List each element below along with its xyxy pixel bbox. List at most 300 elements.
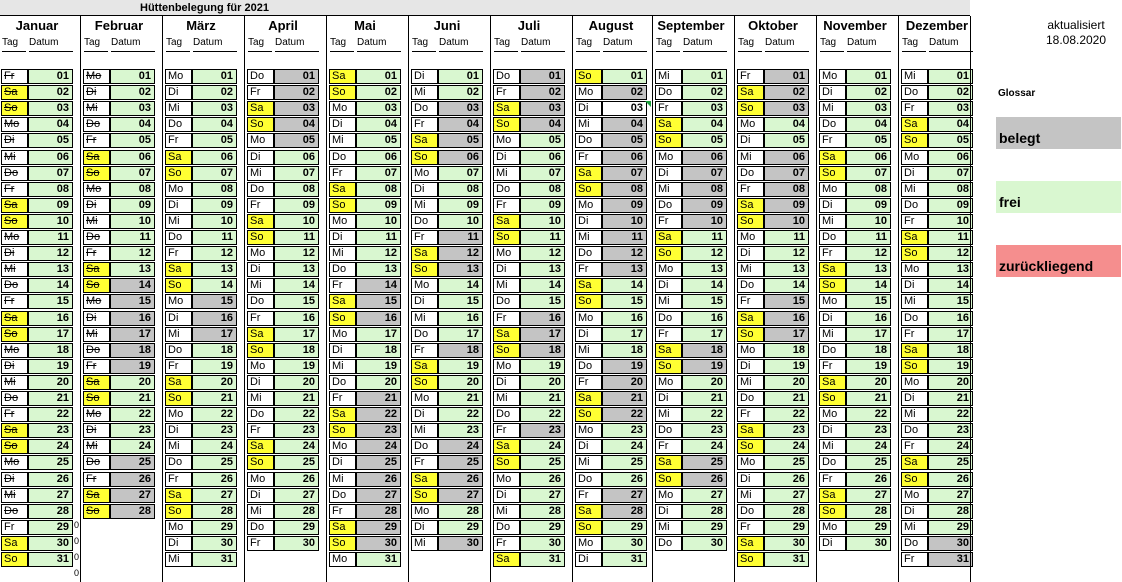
day-date[interactable]: 01 — [438, 69, 483, 84]
day-date[interactable]: 09 — [520, 198, 565, 213]
day-date[interactable]: 19 — [438, 359, 483, 374]
day-date[interactable]: 19 — [682, 359, 727, 374]
day-date[interactable]: 13 — [764, 262, 809, 277]
day-date[interactable]: 05 — [28, 133, 73, 148]
day-date[interactable]: 04 — [192, 117, 237, 132]
day-date[interactable]: 21 — [28, 391, 73, 406]
day-date[interactable]: 15 — [356, 294, 401, 309]
day-date[interactable]: 02 — [192, 85, 237, 100]
day-date[interactable]: 14 — [520, 278, 565, 293]
day-date[interactable]: 06 — [28, 150, 73, 165]
day-date[interactable]: 11 — [192, 230, 237, 245]
day-date[interactable]: 17 — [192, 327, 237, 342]
day-date[interactable]: 08 — [602, 182, 647, 197]
day-date[interactable]: 31 — [928, 552, 973, 567]
day-date[interactable]: 07 — [356, 166, 401, 181]
day-date[interactable]: 01 — [764, 69, 809, 84]
day-date[interactable]: 22 — [682, 407, 727, 422]
day-date[interactable]: 14 — [438, 278, 483, 293]
day-date[interactable]: 17 — [682, 327, 727, 342]
day-date[interactable]: 28 — [520, 504, 565, 519]
day-date[interactable]: 22 — [846, 407, 891, 422]
day-date[interactable]: 29 — [682, 520, 727, 535]
day-date[interactable]: 14 — [110, 278, 155, 293]
day-date[interactable]: 14 — [846, 278, 891, 293]
day-date[interactable]: 18 — [274, 343, 319, 358]
day-date[interactable]: 29 — [602, 520, 647, 535]
day-date[interactable]: 30 — [602, 536, 647, 551]
day-date[interactable]: 02 — [274, 85, 319, 100]
day-date[interactable]: 23 — [520, 423, 565, 438]
day-date[interactable]: 09 — [846, 198, 891, 213]
day-date[interactable]: 04 — [764, 117, 809, 132]
day-date[interactable]: 16 — [28, 311, 73, 326]
day-date[interactable]: 09 — [110, 198, 155, 213]
day-date[interactable]: 17 — [602, 327, 647, 342]
day-date[interactable]: 22 — [28, 407, 73, 422]
day-date[interactable]: 26 — [764, 472, 809, 487]
day-date[interactable]: 17 — [928, 327, 973, 342]
day-date[interactable]: 18 — [110, 343, 155, 358]
day-date[interactable]: 09 — [602, 198, 647, 213]
day-date[interactable]: 28 — [928, 504, 973, 519]
day-date[interactable]: 09 — [28, 198, 73, 213]
day-date[interactable]: 05 — [846, 133, 891, 148]
day-date[interactable]: 12 — [602, 246, 647, 261]
day-date[interactable]: 20 — [28, 375, 73, 390]
day-date[interactable]: 24 — [438, 439, 483, 454]
day-date[interactable]: 08 — [520, 182, 565, 197]
day-date[interactable]: 27 — [602, 488, 647, 503]
day-date[interactable]: 07 — [764, 166, 809, 181]
day-date[interactable]: 17 — [520, 327, 565, 342]
day-date[interactable]: 04 — [520, 117, 565, 132]
day-date[interactable]: 25 — [764, 455, 809, 470]
day-date[interactable]: 14 — [28, 278, 73, 293]
day-date[interactable]: 27 — [764, 488, 809, 503]
day-date[interactable]: 13 — [520, 262, 565, 277]
day-date[interactable]: 13 — [928, 262, 973, 277]
day-date[interactable]: 22 — [438, 407, 483, 422]
day-date[interactable]: 27 — [110, 488, 155, 503]
day-date[interactable]: 01 — [110, 69, 155, 84]
day-date[interactable]: 15 — [438, 294, 483, 309]
day-date[interactable]: 08 — [356, 182, 401, 197]
day-date[interactable]: 13 — [192, 262, 237, 277]
day-date[interactable]: 11 — [602, 230, 647, 245]
day-date[interactable]: 06 — [438, 150, 483, 165]
day-date[interactable]: 20 — [602, 375, 647, 390]
day-date[interactable]: 26 — [192, 472, 237, 487]
day-date[interactable]: 01 — [28, 69, 73, 84]
day-date[interactable]: 20 — [846, 375, 891, 390]
day-date[interactable]: 25 — [520, 455, 565, 470]
day-date[interactable]: 26 — [682, 472, 727, 487]
day-date[interactable]: 17 — [846, 327, 891, 342]
day-date[interactable]: 20 — [438, 375, 483, 390]
day-date[interactable]: 01 — [846, 69, 891, 84]
day-date[interactable]: 23 — [192, 423, 237, 438]
day-date[interactable]: 05 — [110, 133, 155, 148]
day-date[interactable]: 14 — [356, 278, 401, 293]
day-date[interactable]: 16 — [356, 311, 401, 326]
day-date[interactable]: 11 — [682, 230, 727, 245]
day-date[interactable]: 18 — [928, 343, 973, 358]
day-date[interactable]: 21 — [110, 391, 155, 406]
day-date[interactable]: 02 — [28, 85, 73, 100]
day-date[interactable]: 03 — [110, 101, 155, 116]
day-date[interactable]: 06 — [356, 150, 401, 165]
day-date[interactable]: 30 — [682, 536, 727, 551]
day-date[interactable]: 17 — [110, 327, 155, 342]
day-date[interactable]: 29 — [438, 520, 483, 535]
day-date[interactable]: 12 — [274, 246, 319, 261]
day-date[interactable]: 03 — [602, 101, 647, 116]
day-date[interactable]: 02 — [764, 85, 809, 100]
day-date[interactable]: 24 — [356, 439, 401, 454]
day-date[interactable]: 19 — [764, 359, 809, 374]
day-date[interactable]: 08 — [438, 182, 483, 197]
day-date[interactable]: 12 — [356, 246, 401, 261]
day-date[interactable]: 04 — [846, 117, 891, 132]
day-date[interactable]: 17 — [356, 327, 401, 342]
day-date[interactable]: 19 — [520, 359, 565, 374]
day-date[interactable]: 26 — [438, 472, 483, 487]
day-date[interactable]: 25 — [846, 455, 891, 470]
day-date[interactable]: 01 — [520, 69, 565, 84]
day-date[interactable]: 02 — [520, 85, 565, 100]
day-date[interactable]: 05 — [520, 133, 565, 148]
day-date[interactable]: 23 — [438, 423, 483, 438]
day-date[interactable]: 28 — [274, 504, 319, 519]
day-date[interactable]: 19 — [602, 359, 647, 374]
day-date[interactable]: 02 — [438, 85, 483, 100]
day-date[interactable]: 13 — [110, 262, 155, 277]
day-date[interactable]: 06 — [928, 150, 973, 165]
day-date[interactable]: 30 — [274, 536, 319, 551]
day-date[interactable]: 12 — [438, 246, 483, 261]
day-date[interactable]: 22 — [356, 407, 401, 422]
day-date[interactable]: 19 — [928, 359, 973, 374]
day-date[interactable]: 01 — [928, 69, 973, 84]
day-date[interactable]: 22 — [192, 407, 237, 422]
day-date[interactable]: 30 — [928, 536, 973, 551]
day-date[interactable]: 20 — [928, 375, 973, 390]
day-date[interactable]: 30 — [28, 536, 73, 551]
day-date[interactable]: 05 — [356, 133, 401, 148]
day-date[interactable]: 08 — [28, 182, 73, 197]
day-date[interactable]: 18 — [520, 343, 565, 358]
day-date[interactable]: 29 — [192, 520, 237, 535]
day-date[interactable]: 14 — [682, 278, 727, 293]
day-date[interactable]: 20 — [682, 375, 727, 390]
day-date[interactable]: 25 — [682, 455, 727, 470]
day-date[interactable]: 15 — [928, 294, 973, 309]
day-date[interactable]: 12 — [520, 246, 565, 261]
day-date[interactable]: 01 — [356, 69, 401, 84]
day-date[interactable]: 18 — [28, 343, 73, 358]
day-date[interactable]: 19 — [356, 359, 401, 374]
day-date[interactable]: 09 — [928, 198, 973, 213]
day-date[interactable]: 04 — [356, 117, 401, 132]
day-date[interactable]: 25 — [110, 455, 155, 470]
day-date[interactable]: 11 — [438, 230, 483, 245]
day-date[interactable]: 06 — [192, 150, 237, 165]
day-date[interactable]: 24 — [602, 439, 647, 454]
day-date[interactable]: 04 — [274, 117, 319, 132]
day-date[interactable]: 14 — [602, 278, 647, 293]
day-date[interactable]: 09 — [764, 198, 809, 213]
day-date[interactable]: 23 — [274, 423, 319, 438]
day-date[interactable]: 12 — [110, 246, 155, 261]
day-date[interactable]: 07 — [602, 166, 647, 181]
day-date[interactable]: 27 — [682, 488, 727, 503]
day-date[interactable]: 08 — [274, 182, 319, 197]
day-date[interactable]: 23 — [110, 423, 155, 438]
day-date[interactable]: 18 — [846, 343, 891, 358]
day-date[interactable]: 01 — [602, 69, 647, 84]
day-date[interactable]: 02 — [110, 85, 155, 100]
day-date[interactable]: 21 — [846, 391, 891, 406]
day-date[interactable]: 27 — [192, 488, 237, 503]
day-date[interactable]: 16 — [602, 311, 647, 326]
day-date[interactable]: 19 — [110, 359, 155, 374]
day-date[interactable]: 30 — [764, 536, 809, 551]
day-date[interactable]: 10 — [928, 214, 973, 229]
day-date[interactable]: 21 — [520, 391, 565, 406]
day-date[interactable]: 18 — [356, 343, 401, 358]
day-date[interactable]: 21 — [764, 391, 809, 406]
day-date[interactable]: 31 — [356, 552, 401, 567]
day-date[interactable]: 28 — [682, 504, 727, 519]
day-date[interactable]: 29 — [846, 520, 891, 535]
day-date[interactable]: 15 — [682, 294, 727, 309]
day-date[interactable]: 07 — [682, 166, 727, 181]
day-date[interactable]: 27 — [928, 488, 973, 503]
day-date[interactable]: 04 — [682, 117, 727, 132]
day-date[interactable]: 16 — [110, 311, 155, 326]
day-date[interactable]: 11 — [110, 230, 155, 245]
day-date[interactable]: 07 — [28, 166, 73, 181]
day-date[interactable]: 18 — [192, 343, 237, 358]
day-date[interactable]: 27 — [274, 488, 319, 503]
day-date[interactable]: 26 — [846, 472, 891, 487]
day-date[interactable]: 09 — [356, 198, 401, 213]
day-date[interactable]: 12 — [28, 246, 73, 261]
day-date[interactable]: 10 — [846, 214, 891, 229]
day-date[interactable]: 10 — [764, 214, 809, 229]
day-date[interactable]: 16 — [274, 311, 319, 326]
day-date[interactable]: 26 — [928, 472, 973, 487]
day-date[interactable]: 08 — [928, 182, 973, 197]
day-date[interactable]: 07 — [438, 166, 483, 181]
day-date[interactable]: 16 — [682, 311, 727, 326]
day-date[interactable]: 17 — [438, 327, 483, 342]
day-date[interactable]: 15 — [192, 294, 237, 309]
day-date[interactable]: 03 — [438, 101, 483, 116]
day-date[interactable]: 24 — [846, 439, 891, 454]
day-date[interactable]: 15 — [274, 294, 319, 309]
day-date[interactable]: 07 — [520, 166, 565, 181]
day-date[interactable]: 07 — [928, 166, 973, 181]
day-date[interactable]: 26 — [602, 472, 647, 487]
day-date[interactable]: 20 — [274, 375, 319, 390]
day-date[interactable]: 20 — [192, 375, 237, 390]
day-date[interactable]: 13 — [682, 262, 727, 277]
day-date[interactable]: 03 — [846, 101, 891, 116]
day-date[interactable]: 03 — [356, 101, 401, 116]
day-date[interactable]: 24 — [520, 439, 565, 454]
day-date[interactable]: 23 — [602, 423, 647, 438]
day-date[interactable]: 25 — [274, 455, 319, 470]
day-date[interactable]: 23 — [356, 423, 401, 438]
day-date[interactable]: 06 — [764, 150, 809, 165]
day-date[interactable]: 09 — [192, 198, 237, 213]
day-date[interactable]: 06 — [274, 150, 319, 165]
day-date[interactable]: 15 — [764, 294, 809, 309]
day-date[interactable]: 21 — [356, 391, 401, 406]
day-date[interactable]: 26 — [28, 472, 73, 487]
day-date[interactable]: 28 — [28, 504, 73, 519]
day-date[interactable]: 10 — [356, 214, 401, 229]
day-date[interactable]: 12 — [846, 246, 891, 261]
day-date[interactable]: 08 — [192, 182, 237, 197]
day-date[interactable]: 11 — [28, 230, 73, 245]
day-date[interactable]: 11 — [764, 230, 809, 245]
day-date[interactable]: 26 — [356, 472, 401, 487]
day-date[interactable]: 19 — [274, 359, 319, 374]
day-date[interactable]: 13 — [274, 262, 319, 277]
day-date[interactable]: 07 — [274, 166, 319, 181]
day-date[interactable]: 15 — [28, 294, 73, 309]
day-date[interactable]: 29 — [764, 520, 809, 535]
day-date[interactable]: 05 — [928, 133, 973, 148]
day-date[interactable]: 23 — [928, 423, 973, 438]
day-date[interactable]: 18 — [438, 343, 483, 358]
day-date[interactable]: 16 — [764, 311, 809, 326]
day-date[interactable]: 20 — [520, 375, 565, 390]
day-date[interactable]: 03 — [764, 101, 809, 116]
day-date[interactable]: 21 — [274, 391, 319, 406]
day-date[interactable]: 14 — [928, 278, 973, 293]
day-date[interactable]: 12 — [192, 246, 237, 261]
day-date[interactable]: 03 — [682, 101, 727, 116]
day-date[interactable]: 02 — [928, 85, 973, 100]
day-date[interactable]: 25 — [438, 455, 483, 470]
day-date[interactable]: 11 — [274, 230, 319, 245]
day-date[interactable]: 26 — [520, 472, 565, 487]
day-date[interactable]: 22 — [274, 407, 319, 422]
day-date[interactable]: 29 — [274, 520, 319, 535]
day-date[interactable]: 23 — [764, 423, 809, 438]
day-date[interactable]: 25 — [356, 455, 401, 470]
day-date[interactable]: 11 — [356, 230, 401, 245]
day-date[interactable]: 15 — [846, 294, 891, 309]
day-date[interactable]: 18 — [602, 343, 647, 358]
day-date[interactable]: 08 — [110, 182, 155, 197]
day-date[interactable]: 08 — [846, 182, 891, 197]
day-date[interactable]: 21 — [928, 391, 973, 406]
day-date[interactable]: 11 — [520, 230, 565, 245]
day-date[interactable]: 05 — [764, 133, 809, 148]
day-date[interactable]: 10 — [438, 214, 483, 229]
day-date[interactable]: 27 — [28, 488, 73, 503]
day-date[interactable]: 12 — [928, 246, 973, 261]
day-date[interactable]: 05 — [274, 133, 319, 148]
day-date[interactable]: 06 — [520, 150, 565, 165]
day-date[interactable]: 30 — [356, 536, 401, 551]
day-date[interactable]: 24 — [28, 439, 73, 454]
day-date[interactable]: 09 — [682, 198, 727, 213]
day-date[interactable]: 13 — [356, 262, 401, 277]
day-date[interactable]: 10 — [274, 214, 319, 229]
day-date[interactable]: 01 — [192, 69, 237, 84]
day-date[interactable]: 16 — [928, 311, 973, 326]
day-date[interactable]: 07 — [110, 166, 155, 181]
day-date[interactable]: 29 — [28, 520, 73, 535]
day-date[interactable]: 04 — [438, 117, 483, 132]
day-date[interactable]: 24 — [274, 439, 319, 454]
day-date[interactable]: 19 — [846, 359, 891, 374]
day-date[interactable]: 02 — [846, 85, 891, 100]
day-date[interactable]: 23 — [682, 423, 727, 438]
day-date[interactable]: 19 — [28, 359, 73, 374]
day-date[interactable]: 17 — [28, 327, 73, 342]
day-date[interactable]: 16 — [846, 311, 891, 326]
day-date[interactable]: 15 — [602, 294, 647, 309]
day-date[interactable]: 14 — [764, 278, 809, 293]
day-date[interactable]: 08 — [764, 182, 809, 197]
day-date[interactable]: 03 — [928, 101, 973, 116]
day-date[interactable]: 10 — [192, 214, 237, 229]
day-date[interactable]: 15 — [520, 294, 565, 309]
day-date[interactable]: 12 — [682, 246, 727, 261]
day-date[interactable]: 24 — [192, 439, 237, 454]
day-date[interactable]: 04 — [110, 117, 155, 132]
day-date[interactable]: 21 — [682, 391, 727, 406]
day-date[interactable]: 21 — [602, 391, 647, 406]
day-date[interactable]: 24 — [928, 439, 973, 454]
day-date[interactable]: 07 — [846, 166, 891, 181]
day-date[interactable]: 02 — [602, 85, 647, 100]
day-date[interactable]: 10 — [602, 214, 647, 229]
day-date[interactable]: 30 — [520, 536, 565, 551]
day-date[interactable]: 30 — [438, 536, 483, 551]
day-date[interactable]: 22 — [110, 407, 155, 422]
day-date[interactable]: 05 — [682, 133, 727, 148]
day-date[interactable]: 06 — [110, 150, 155, 165]
day-date[interactable]: 19 — [192, 359, 237, 374]
day-date[interactable]: 29 — [520, 520, 565, 535]
day-date[interactable]: 21 — [192, 391, 237, 406]
day-date[interactable]: 12 — [764, 246, 809, 261]
day-date[interactable]: 04 — [928, 117, 973, 132]
day-date[interactable]: 28 — [764, 504, 809, 519]
day-date[interactable]: 11 — [846, 230, 891, 245]
day-date[interactable]: 25 — [928, 455, 973, 470]
day-date[interactable]: 11 — [928, 230, 973, 245]
day-date[interactable]: 16 — [192, 311, 237, 326]
day-date[interactable]: 23 — [846, 423, 891, 438]
day-date[interactable]: 28 — [602, 504, 647, 519]
day-date[interactable]: 28 — [438, 504, 483, 519]
day-date[interactable]: 13 — [846, 262, 891, 277]
day-date[interactable]: 17 — [274, 327, 319, 342]
day-date[interactable]: 29 — [928, 520, 973, 535]
day-date[interactable]: 15 — [110, 294, 155, 309]
day-date[interactable]: 14 — [192, 278, 237, 293]
day-date[interactable]: 13 — [438, 262, 483, 277]
